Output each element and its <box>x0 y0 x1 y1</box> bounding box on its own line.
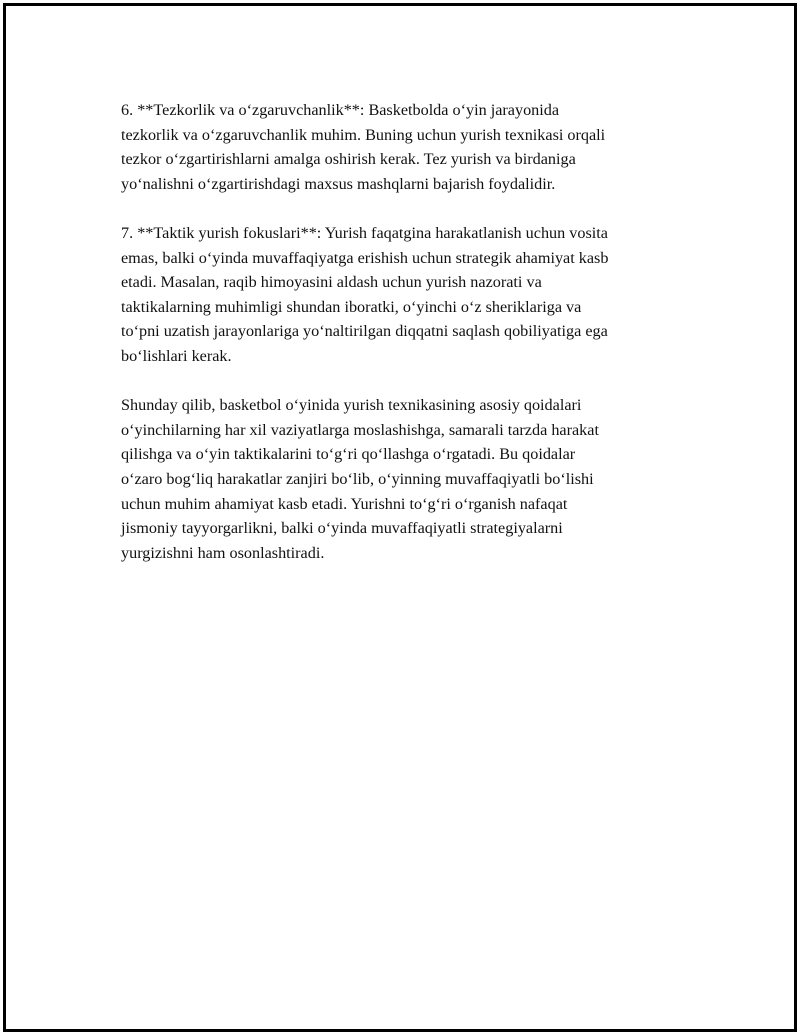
text-line: uchun muhim ahamiyat kasb etadi. Yurishni to‘g‘ri o‘rganish nafaqat <box>121 494 568 513</box>
text-line: bo‘lishlari kerak. <box>121 346 232 365</box>
text-line: yurgizishni ham osonlashtiradi. <box>121 543 325 562</box>
paragraph-conclusion <box>121 393 701 565</box>
text-line: tezkorlik va o‘zgaruvchanlik muhim. Buning uchun yurish texnikasi orqali <box>121 125 606 144</box>
text-line: to‘pni uzatish jarayonlariga yo‘naltirilgan diqqatni saqlash qobiliyatiga ega <box>121 322 608 341</box>
text-line: 6. **Tezkorlik va o‘zgaruvchanlik**: Basketbolda o‘yin jarayonida <box>121 101 560 119</box>
text-line: taktikalarning muhimligi shundan iboratki, o‘yinchi o‘z sheriklariga va <box>121 297 582 316</box>
text-line: tezkor o‘zgartirishlarni amalga oshirish kerak. Tez yurish va birdaniga <box>121 150 576 169</box>
document-body <box>121 98 701 590</box>
text-line: o‘yinchilarning har xil vaziyatlarga moslashishga, samarali tarzda harakat <box>121 420 599 439</box>
text-line: o‘zaro bog‘liq harakatlar zanjiri bo‘lib, o‘yinning muvaffaqiyatli bo‘lishi <box>121 469 594 488</box>
paragraph-tactical-walking <box>121 221 701 369</box>
text-line: 7. **Taktik yurish fokuslari**: Yurish faqatgina harakatlanish uchun vosita <box>121 223 608 242</box>
text-line: qilishga va o‘yin taktikalarini to‘g‘ri qo‘llashga o‘rgatadi. Bu qoidalar <box>121 445 576 464</box>
text-line: emas, balki o‘yinda muvaffaqiyatga erishish uchun strategik ahamiyat kasb <box>121 248 609 267</box>
text-line: Shunday qilib, basketbol o‘yinida yurish texnikasining asosiy qoidalari <box>121 396 582 415</box>
text-line: etadi. Masalan, raqib himoyasini aldash uchun yurish nazorati va <box>121 273 542 292</box>
text-line: jismoniy tayyorgarlikni, balki o‘yinda muvaffaqiyatli strategiyalarni <box>121 519 563 538</box>
paragraph-agility <box>121 98 701 196</box>
page-frame <box>3 3 797 1032</box>
text-line: yo‘nalishni o‘zgartirishdagi maxsus mashqlarni bajarish foydalidir. <box>121 174 556 193</box>
